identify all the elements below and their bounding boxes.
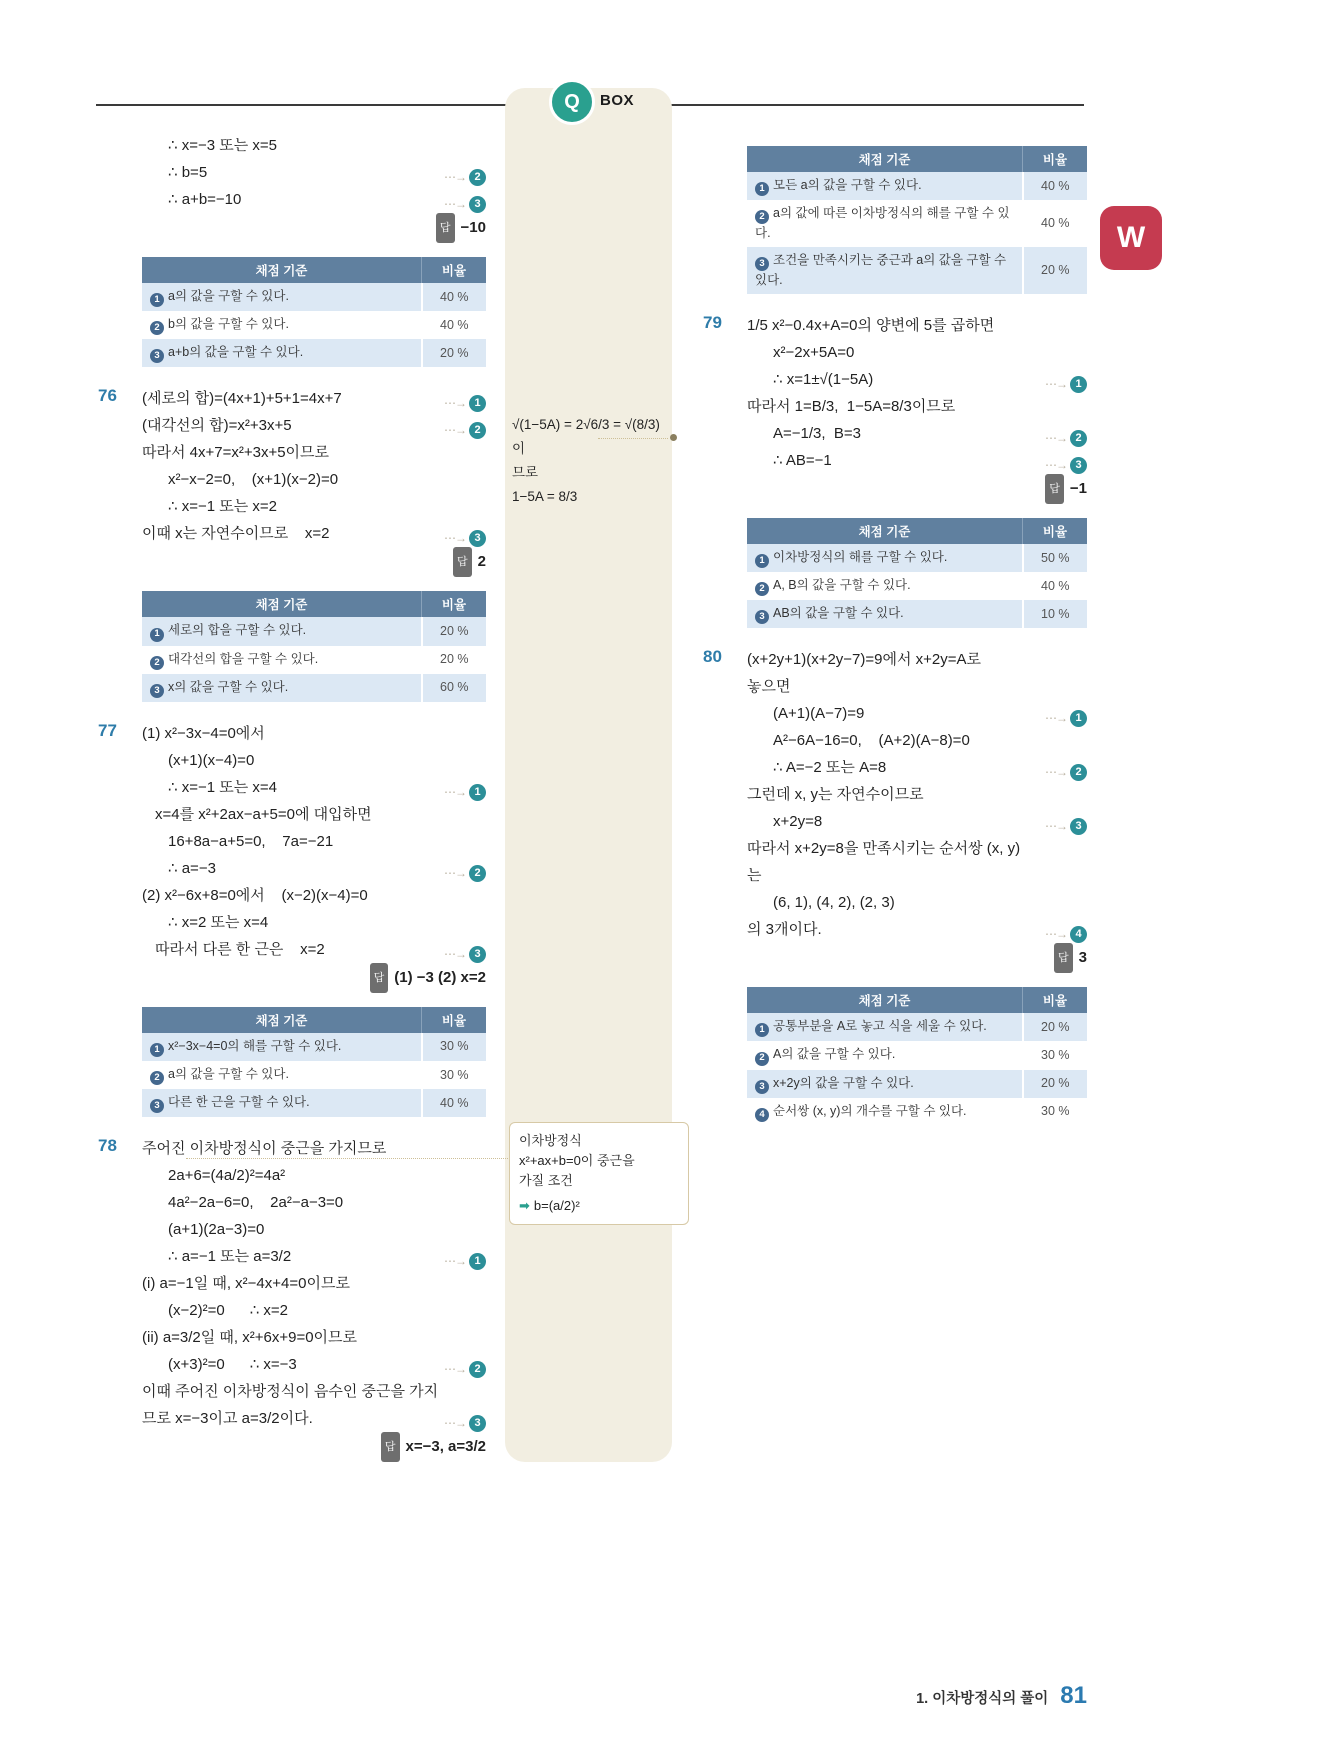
- rubric-step-number-badge: 2: [755, 582, 769, 596]
- rubric-header-row: [747, 518, 1087, 544]
- rubric-step-number-badge: 1: [755, 182, 769, 196]
- solution-text: ∴ x=1±√(1−5A): [773, 370, 874, 388]
- solution-line: [142, 1270, 486, 1297]
- dotted-arrow-icon: ⋯→: [1045, 457, 1067, 472]
- rubric-step-number-badge: 1: [755, 554, 769, 568]
- rubric-row: [142, 617, 486, 645]
- solution-text: 므로 x=−3이고 a=3/2이다.: [142, 1410, 313, 1428]
- answer-badge: 답: [453, 547, 472, 577]
- solution-text: x=4를 x²+2ax−a+5=0에 대입하면: [155, 805, 372, 823]
- solution-text: x²−x−2=0, (x+1)(x−2)=0: [168, 471, 339, 489]
- problem-number: 80: [703, 647, 722, 667]
- dotted-arrow-icon: ⋯→: [444, 197, 466, 211]
- rubric-criteria-cell: 3 a+b의 값을 구할 수 있다.: [142, 339, 422, 367]
- step-number-badge: 2: [1070, 430, 1087, 447]
- rubric-row: [747, 1098, 1087, 1126]
- rubric-row: [142, 1089, 486, 1117]
- dotted-arrow-icon: ⋯→: [444, 1416, 466, 1431]
- rubric-row: [142, 283, 486, 311]
- rubric-step-number-badge: 3: [150, 1099, 164, 1113]
- rubric-body: [747, 544, 1087, 628]
- rubric-head: [747, 987, 1087, 1013]
- solution-block: [100, 720, 486, 993]
- rubric-ratio-cell: 40 %: [1023, 200, 1088, 247]
- rubric-ratio-cell: 60 %: [422, 674, 487, 702]
- rubric-step-number-badge: 3: [755, 610, 769, 624]
- rubric-row: [747, 1070, 1087, 1098]
- step-marker: [444, 191, 486, 218]
- rubric-criteria-cell: 2 a의 값에 따른 이차방정식의 해를 구할 수 있다.: [755, 206, 1010, 241]
- solution-text: (세로의 합)=(4x+1)+5+1=4x+7: [142, 390, 342, 408]
- rubric-row: [142, 1061, 486, 1089]
- rubric-ratio-cell: 30 %: [1023, 1098, 1088, 1126]
- solution-line: [747, 700, 1087, 727]
- note-line: x²+ax+b=0이 중근을: [519, 1153, 635, 1168]
- step-number-badge: 2: [469, 1361, 486, 1378]
- solution-line: [747, 727, 1087, 754]
- rubric-row: [747, 600, 1087, 628]
- answer-text: 2: [477, 553, 486, 571]
- solution-block: [100, 132, 486, 243]
- rubric-header-row: [142, 257, 486, 283]
- solution-line: [747, 339, 1087, 366]
- solution-line: [142, 828, 486, 855]
- note-line: 이차방정식: [519, 1133, 582, 1148]
- dotted-arrow-icon: ⋯→: [444, 396, 466, 411]
- answer-text: (1) −3 (2) x=2: [394, 968, 486, 986]
- rubric-ratio-cell: 20 %: [1023, 1070, 1088, 1098]
- dotted-arrow-icon: ⋯→: [1045, 927, 1067, 942]
- solution-line: [142, 1378, 486, 1405]
- solution-text: 따라서 1=B/3, 1−5A=8/3이므로: [747, 397, 956, 415]
- answer-line: [142, 1432, 486, 1462]
- solution-line: [142, 747, 486, 774]
- dotted-arrow-icon: ⋯→: [444, 1362, 466, 1377]
- rubric-row: [142, 339, 486, 367]
- dotted-arrow-icon: ⋯→: [444, 784, 466, 799]
- rubric-criteria-cell: 3 조건을 만족시키는 중근과 a의 값을 구할 수 있다.: [755, 253, 1007, 288]
- solution-line: [747, 673, 1087, 700]
- solution-text: (ii) a=3/2일 때, x²+6x+9=0이므로: [142, 1329, 358, 1347]
- solution-line: [142, 1351, 486, 1378]
- rubric-row: [142, 646, 486, 674]
- rubric-row: [747, 572, 1087, 600]
- solution-text: (a+1)(2a−3)=0: [168, 1221, 265, 1239]
- rubric-criteria-cell: 1 이차방정식의 해를 구할 수 있다.: [747, 544, 1023, 572]
- leader-line-double-root: [186, 1158, 510, 1159]
- rubric-step-number-badge: 3: [150, 349, 164, 363]
- step-number-badge: 3: [469, 530, 486, 547]
- rubric-criteria-cell: 2 A의 값을 구할 수 있다.: [747, 1041, 1023, 1069]
- rubric-ratio-cell: 10 %: [1023, 600, 1088, 628]
- dotted-arrow-icon: ⋯→: [1045, 376, 1067, 391]
- rubric-criteria-cell: 2 a의 값을 구할 수 있다.: [142, 1061, 422, 1089]
- solution-text: ∴ x=−1 또는 x=2: [168, 498, 277, 516]
- solution-text: (x+2y+1)(x+2y−7)=9에서 x+2y=A로: [747, 651, 981, 669]
- rubric-criteria-cell: 1 세로의 합을 구할 수 있다.: [142, 617, 422, 645]
- rubric-step-number-badge: 3: [755, 257, 769, 271]
- solution-line: [142, 1189, 486, 1216]
- step-number-badge: 1: [1070, 710, 1087, 727]
- solution-line: [142, 132, 486, 159]
- rubric-ratio-cell: 40 %: [1023, 172, 1088, 200]
- solution-text: ∴ x=−1 또는 x=4: [168, 778, 277, 796]
- dotted-arrow-icon: ⋯→: [1045, 430, 1067, 445]
- solution-text: ∴ b=5: [168, 164, 208, 181]
- rubric-table: [747, 518, 1087, 628]
- rubric-criteria-header: 채점 기준: [747, 987, 1023, 1013]
- solution-text: 따라서 다른 한 근은 x=2: [155, 940, 325, 958]
- side-note-radical: [512, 413, 664, 509]
- rubric-step-number-badge: 1: [150, 1043, 164, 1057]
- arrow-right-icon: ➡: [519, 1198, 530, 1213]
- solution-line: [142, 186, 486, 213]
- step-marker: [444, 1410, 486, 1437]
- rubric-row: [747, 247, 1087, 294]
- note-line: 가질 조건: [519, 1173, 573, 1188]
- rubric-criteria-cell: 2 대각선의 합을 구할 수 있다.: [142, 646, 422, 674]
- rubric-criteria-cell: 2 b의 값을 구할 수 있다.: [142, 311, 422, 339]
- solution-line: [747, 393, 1087, 420]
- problem-number: 79: [703, 312, 722, 332]
- solution-line: [142, 159, 486, 186]
- step-number-badge: 2: [469, 169, 486, 186]
- left-column: [100, 132, 486, 1476]
- rubric-ratio-header: 비율: [422, 591, 487, 617]
- solution-line: [142, 882, 486, 909]
- solution-text: (1) x²−3x−4=0에서: [142, 724, 265, 742]
- rubric-body: [142, 617, 486, 701]
- solution-line: [142, 1162, 486, 1189]
- rubric-body: [142, 1033, 486, 1117]
- step-number-badge: 1: [469, 1253, 486, 1270]
- solution-text: ∴ AB=−1: [773, 451, 832, 469]
- solution-line: [142, 774, 486, 801]
- rubric-header-row: [747, 987, 1087, 1013]
- answer-text: −1: [1069, 479, 1087, 497]
- rubric-row: [142, 311, 486, 339]
- solution-text: ∴ A=−2 또는 A=8: [773, 759, 887, 777]
- solution-text: (A+1)(A−7)=9: [773, 705, 865, 723]
- solution-text: (2) x²−6x+8=0에서 (x−2)(x−4)=0: [142, 886, 368, 904]
- solution-text: ∴ a+b=−10: [168, 191, 242, 208]
- step-number-badge: 3: [469, 1415, 486, 1432]
- rubric-criteria-cell: 4 순서쌍 (x, y)의 개수를 구할 수 있다.: [747, 1098, 1023, 1126]
- solution-line: [747, 447, 1087, 474]
- rubric-criteria-header: 채점 기준: [142, 257, 422, 283]
- rubric-step-number-badge: 2: [150, 321, 164, 335]
- problem-number: 76: [98, 386, 117, 406]
- solution-line: [142, 385, 486, 412]
- solution-text: 2a+6=(4a/2)²=4a²: [168, 1167, 286, 1185]
- rubric-ratio-cell: 40 %: [422, 1089, 487, 1117]
- rubric-step-number-badge: 2: [150, 656, 164, 670]
- rubric-criteria-cell: 3 x+2y의 값을 구할 수 있다.: [747, 1070, 1023, 1098]
- problem-number: 77: [98, 720, 117, 740]
- solution-line: [747, 366, 1087, 393]
- rubric-criteria-cell: 3 다른 한 근을 구할 수 있다.: [142, 1089, 422, 1117]
- solution-text: (x−2)²=0 ∴ x=2: [168, 1302, 289, 1320]
- solution-text: ∴ a=−1 또는 a=3/2: [168, 1248, 292, 1266]
- answer-badge: 답: [370, 963, 389, 993]
- answer-text: 3: [1078, 949, 1087, 967]
- solution-line: [142, 1297, 486, 1324]
- note-line: 므로: [512, 465, 539, 480]
- rubric-row: [747, 1041, 1087, 1069]
- solution-line: [142, 855, 486, 882]
- rubric-ratio-cell: 20 %: [422, 339, 487, 367]
- problem-number: 78: [98, 1136, 117, 1156]
- right-column: [705, 138, 1087, 1144]
- rubric-row: [747, 172, 1087, 200]
- solution-text: 는: [747, 867, 762, 885]
- rubric-head: [142, 257, 486, 283]
- note-condition-formula: b=(a/2)²: [533, 1198, 580, 1213]
- rubric-step-number-badge: 3: [150, 684, 164, 698]
- rubric-table: [142, 257, 486, 367]
- rubric-criteria-cell: 3 AB의 값을 구할 수 있다.: [747, 600, 1023, 628]
- solution-line: [747, 835, 1087, 862]
- rubric-ratio-cell: 20 %: [422, 617, 487, 645]
- dotted-arrow-icon: ⋯→: [444, 531, 466, 546]
- rubric-table: [142, 1007, 486, 1117]
- solution-line: [142, 1405, 486, 1432]
- step-number-badge: 1: [469, 784, 486, 801]
- rubric-criteria-cell: 1 모든 a의 값을 구할 수 있다.: [747, 172, 1023, 200]
- solution-text: (6, 1), (4, 2), (2, 3): [773, 894, 895, 912]
- w-tab: W: [1100, 206, 1162, 270]
- rubric-row: [142, 674, 486, 702]
- solution-line: [142, 493, 486, 520]
- side-note-double-root-lines: [519, 1131, 679, 1191]
- rubric-ratio-cell: 30 %: [1023, 1041, 1088, 1069]
- step-number-badge: 2: [469, 865, 486, 882]
- solution-line: [747, 781, 1087, 808]
- solution-line: [142, 412, 486, 439]
- rubric-body: [747, 1013, 1087, 1126]
- rubric-ratio-cell: 40 %: [422, 311, 487, 339]
- solution-text: 주어진 이차방정식이 중근을 가지므로: [142, 1140, 387, 1158]
- answer-line: [142, 547, 486, 577]
- rubric-criteria-cell: 3 x의 값을 구할 수 있다.: [142, 674, 422, 702]
- rubric-ratio-header: 비율: [422, 257, 487, 283]
- rubric-row: [747, 1013, 1087, 1041]
- solution-text: x²−2x+5A=0: [773, 343, 855, 361]
- answer-line: [142, 963, 486, 993]
- rubric-criteria-header: 채점 기준: [747, 146, 1023, 172]
- rubric-head: [747, 146, 1087, 172]
- note-condition-line: [519, 1196, 679, 1216]
- step-marker: [444, 525, 486, 552]
- solution-line: [142, 466, 486, 493]
- side-note-double-root: [509, 1122, 689, 1225]
- solution-line: [142, 801, 486, 828]
- rubric-row: [747, 544, 1087, 572]
- rubric-header-row: [142, 591, 486, 617]
- step-marker: [1045, 921, 1087, 948]
- solution-line: [142, 909, 486, 936]
- rubric-header-row: [142, 1007, 486, 1033]
- rubric-ratio-cell: 30 %: [422, 1061, 487, 1089]
- rubric-head: [142, 1007, 486, 1033]
- solution-text: ∴ x=−3 또는 x=5: [168, 137, 277, 154]
- footer: [916, 1682, 1087, 1710]
- answer-text: −10: [460, 219, 486, 236]
- dotted-arrow-icon: ⋯→: [444, 423, 466, 438]
- step-number-badge: 1: [469, 395, 486, 412]
- solution-line: [747, 916, 1087, 943]
- rubric-ratio-cell: 40 %: [1023, 572, 1088, 600]
- solution-line: [142, 1243, 486, 1270]
- solution-line: [142, 720, 486, 747]
- rubric-criteria-cell: 1 a의 값을 구할 수 있다.: [142, 283, 422, 311]
- rubric-criteria-cell: 2 A, B의 값을 구할 수 있다.: [747, 572, 1023, 600]
- solution-line: [747, 646, 1087, 673]
- rubric-criteria-header: 채점 기준: [142, 591, 422, 617]
- solution-block: [100, 1135, 486, 1462]
- rubric-step-number-badge: 1: [150, 293, 164, 307]
- rubric-ratio-header: 비율: [1023, 518, 1088, 544]
- qbox-q-icon: Q: [549, 79, 595, 125]
- note-line: 1−5A = 8/3: [512, 489, 578, 504]
- rubric-step-number-badge: 1: [755, 1023, 769, 1037]
- answer-badge: 답: [1054, 943, 1073, 973]
- step-marker: [444, 941, 486, 968]
- rubric-body: [142, 283, 486, 367]
- rubric-ratio-cell: 20 %: [1023, 1013, 1088, 1041]
- solution-text: 4a²−2a−6=0, 2a²−a−3=0: [168, 1194, 344, 1212]
- solution-text: (대각선의 합)=x²+3x+5: [142, 417, 292, 435]
- solution-line: [142, 439, 486, 466]
- answer-line: [747, 474, 1087, 504]
- solution-text: 16+8a−a+5=0, 7a=−21: [168, 832, 334, 850]
- rubric-head: [142, 591, 486, 617]
- dotted-arrow-icon: ⋯→: [444, 170, 466, 184]
- solution-block: [100, 385, 486, 577]
- step-marker: [1045, 452, 1087, 479]
- solution-line: [747, 312, 1087, 339]
- solution-line: [747, 862, 1087, 889]
- rubric-header-row: [747, 146, 1087, 172]
- rubric-criteria-cell: 1 x²−3x−4=0의 해를 구할 수 있다.: [142, 1033, 422, 1061]
- dotted-arrow-icon: ⋯→: [1045, 819, 1067, 834]
- solution-text: (x+1)(x−4)=0: [168, 751, 255, 769]
- rubric-ratio-cell: 30 %: [422, 1033, 487, 1061]
- step-number-badge: 1: [1070, 376, 1087, 393]
- answer-badge: 답: [436, 213, 455, 243]
- dotted-arrow-icon: ⋯→: [444, 946, 466, 961]
- solution-text: 의 3개이다.: [747, 921, 822, 939]
- qbox-label: BOX: [600, 92, 635, 109]
- solution-line: [747, 754, 1087, 781]
- rubric-ratio-cell: 50 %: [1023, 544, 1088, 572]
- leader-dot: [670, 434, 677, 441]
- step-number-badge: 3: [1070, 818, 1087, 835]
- solution-text: 따라서 4x+7=x²+3x+5이므로: [142, 444, 330, 462]
- solution-text: A²−6A−16=0, (A+2)(A−8)=0: [773, 732, 970, 750]
- solution-text: 1/5 x²−0.4x+A=0의 양변에 5를 곱하면: [747, 316, 995, 334]
- solution-line: [142, 1216, 486, 1243]
- solution-block: [705, 312, 1087, 504]
- solution-text: 이때 x는 자연수이므로 x=2: [142, 525, 330, 543]
- rubric-row: [142, 1033, 486, 1061]
- rubric-step-number-badge: 1: [150, 628, 164, 642]
- rubric-row: [747, 200, 1087, 247]
- solution-line: [142, 520, 486, 547]
- solution-line: [747, 808, 1087, 835]
- rubric-body: [747, 172, 1087, 294]
- note-line: √(1−5A) = 2√6/3 = √(8/3) 이: [512, 417, 664, 456]
- footer-page-number: 81: [1060, 1682, 1087, 1709]
- step-number-badge: 2: [1070, 764, 1087, 781]
- rubric-step-number-badge: 3: [755, 1080, 769, 1094]
- step-number-badge: 2: [469, 422, 486, 439]
- rubric-step-number-badge: 2: [755, 1052, 769, 1066]
- step-number-badge: 3: [469, 196, 486, 213]
- answer-text: x=−3, a=3/2: [405, 1438, 486, 1456]
- rubric-criteria-cell: 1 공통부분을 A로 놓고 식을 세울 수 있다.: [747, 1013, 1023, 1041]
- rubric-step-number-badge: 2: [755, 210, 769, 224]
- rubric-ratio-cell: 20 %: [1023, 247, 1088, 294]
- rubric-ratio-header: 비율: [1023, 146, 1088, 172]
- rubric-step-number-badge: 4: [755, 1108, 769, 1122]
- answer-badge: 답: [381, 1432, 400, 1462]
- solution-text: x+2y=8: [773, 813, 823, 831]
- step-number-badge: 3: [1070, 457, 1087, 474]
- solution-line: [142, 1324, 486, 1351]
- solution-text: A=−1/3, B=3: [773, 424, 861, 442]
- qbox-strip: [505, 88, 672, 1462]
- solution-text: 이때 주어진 이차방정식이 음수인 중근을 가지: [142, 1383, 439, 1401]
- answer-line: [747, 943, 1087, 973]
- rubric-step-number-badge: 2: [150, 1071, 164, 1085]
- solution-text: (x+3)²=0 ∴ x=−3: [168, 1356, 297, 1374]
- step-number-badge: 3: [469, 946, 486, 963]
- dotted-arrow-icon: ⋯→: [444, 865, 466, 880]
- rubric-table: [747, 987, 1087, 1126]
- answer-line: [142, 213, 486, 243]
- footer-chapter: 1. 이차방정식의 풀이: [916, 1691, 1049, 1707]
- rubric-criteria-header: 채점 기준: [747, 518, 1023, 544]
- step-number-badge: 4: [1070, 926, 1087, 943]
- rubric-table: [142, 591, 486, 701]
- dotted-arrow-icon: ⋯→: [1045, 765, 1067, 780]
- dotted-arrow-icon: ⋯→: [444, 1254, 466, 1269]
- solution-text: 그런데 x, y는 자연수이므로: [747, 786, 924, 804]
- rubric-table: [747, 146, 1087, 294]
- solution-text: ∴ a=−3: [168, 859, 216, 877]
- rubric-head: [747, 518, 1087, 544]
- solution-line: [747, 420, 1087, 447]
- solution-text: 따라서 x+2y=8을 만족시키는 순서쌍 (x, y): [747, 840, 1021, 858]
- rubric-criteria-header: 채점 기준: [142, 1007, 422, 1033]
- answer-badge: 답: [1045, 474, 1064, 504]
- solution-line: [747, 889, 1087, 916]
- rubric-ratio-cell: 20 %: [422, 646, 487, 674]
- solution-text: (i) a=−1일 때, x²−4x+4=0이므로: [142, 1275, 350, 1293]
- rubric-ratio-cell: 40 %: [422, 283, 487, 311]
- rubric-ratio-header: 비율: [1023, 987, 1088, 1013]
- rubric-ratio-header: 비율: [422, 1007, 487, 1033]
- dotted-arrow-icon: ⋯→: [1045, 711, 1067, 726]
- solution-text: ∴ x=2 또는 x=4: [168, 913, 269, 931]
- solution-line: [142, 936, 486, 963]
- solution-text: 놓으면: [747, 678, 791, 696]
- solution-block: [705, 646, 1087, 973]
